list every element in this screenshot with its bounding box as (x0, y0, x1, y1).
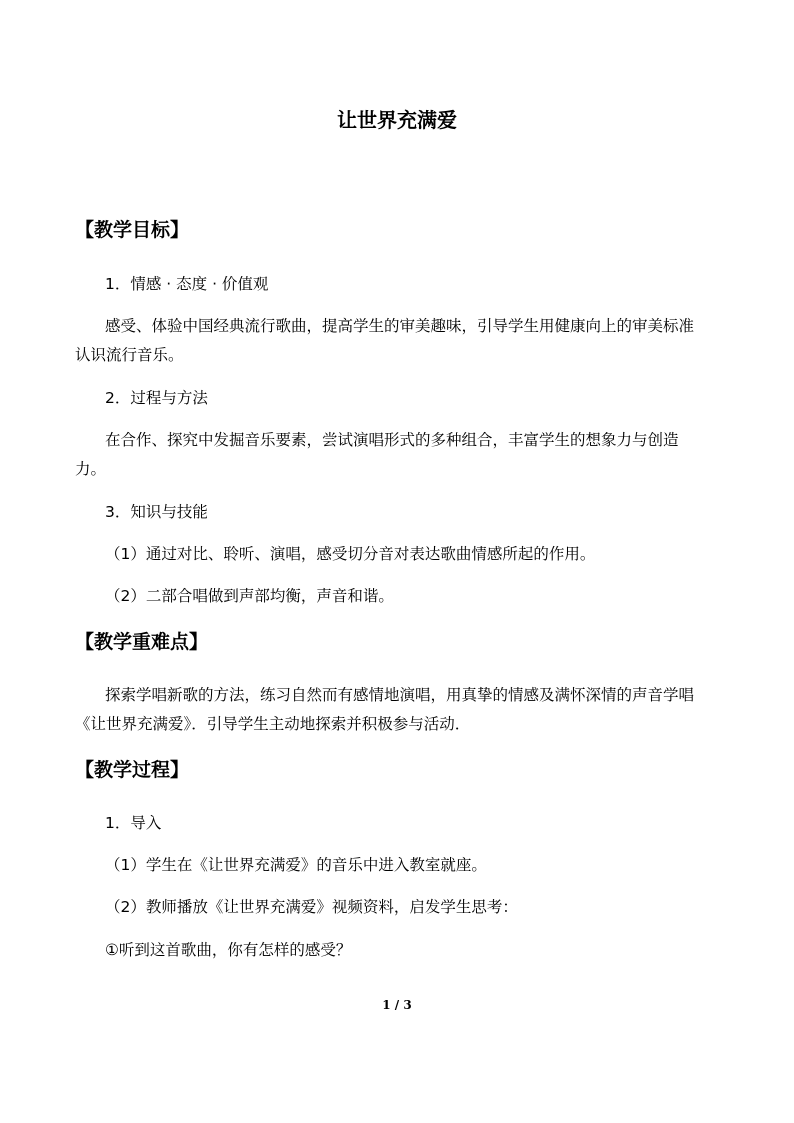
goals-item-2-text-line-2: 力。 (75, 460, 107, 478)
goals-item-3-title: 3．知识与技能 (105, 503, 208, 521)
page-number: 1 / 3 (382, 998, 412, 1012)
goals-item-1-title: 1．情感 · 态度 · 价值观 (105, 275, 269, 293)
process-sub-2: （2）教师播放《让世界充满爱》视频资料，启发学生思考： (105, 898, 518, 916)
process-sub-1: （1）学生在《让世界充满爱》的音乐中进入教室就座。 (105, 856, 487, 874)
section-heading-process: 【教学过程】 (75, 759, 190, 781)
process-question-1: ①听到这首歌曲，你有怎样的感受？ (105, 941, 352, 959)
goals-item-1-text-line-2: 认识流行音乐。 (75, 346, 184, 364)
section-heading-goals: 【教学目标】 (75, 219, 190, 241)
goals-item-2-title: 2．过程与方法 (105, 389, 208, 407)
goals-item-3-sub-1: （1）通过对比、聆听、演唱，感受切分音对表达歌曲情感所起的作用。 (105, 545, 596, 563)
difficulties-text-line-2: 《让世界充满爱》．引导学生主动地探索并积极参与活动． (75, 715, 471, 733)
section-heading-difficulties: 【教学重难点】 (75, 631, 209, 653)
goals-item-2-text-line-1: 在合作、探究中发掘音乐要素，尝试演唱形式的多种组合，丰富学生的想象力与创造 (105, 431, 679, 449)
process-item-1-title: 1．导入 (105, 814, 162, 832)
difficulties-text-line-1: 探索学唱新歌的方法，练习自然而有感情地演唱，用真挚的情感及满怀深情的声音学唱 (105, 686, 695, 704)
goals-item-3-sub-2: （2）二部合唱做到声部均衡，声音和谐。 (105, 587, 394, 605)
goals-item-1-text-line-1: 感受、体验中国经典流行歌曲，提高学生的审美趣味，引导学生用健康向上的审美标准 (105, 317, 695, 335)
document-title: 让世界充满爱 (337, 108, 457, 132)
